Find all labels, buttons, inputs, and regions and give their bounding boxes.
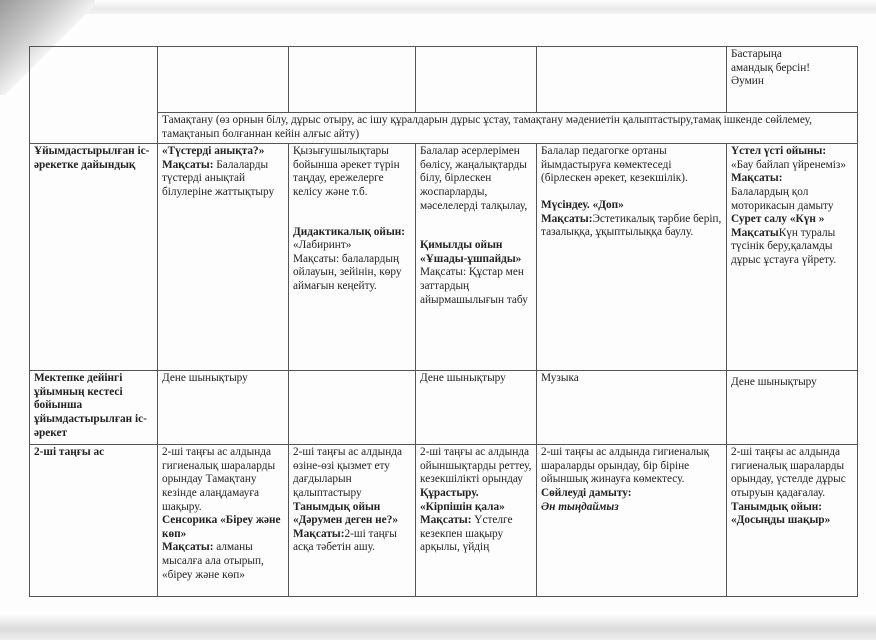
goal-label: Мақсаты:	[162, 541, 214, 554]
schedule-cell: Дене шынықтыру	[158, 371, 289, 445]
scan-edge-bottom	[0, 615, 876, 640]
game-title: Құрастыру. «Кірпішін қала»	[420, 486, 505, 513]
breakfast-cell-4	[537, 445, 727, 597]
table-cell	[158, 47, 289, 113]
breakfast-cell-3	[416, 445, 537, 597]
goal-label: Мақсаты:	[420, 514, 472, 527]
table-cell	[537, 47, 727, 113]
intro-text: 2-ші таңғы ас алдында гигиеналық шараларды орындау, бір біріне ойыншық жинауға көмектесу.	[541, 446, 710, 486]
intro-text: 2-ші таңғы ас алдында гигиеналық шараларды орындау, үстелде дұрыс отыруын қадағалау.	[731, 446, 846, 499]
game-title: «Түстерді анықта?»	[162, 145, 265, 158]
intro-text: Балалар әсерлерімен бөлісу, жаңалықтарды білу, бірлескен жоспарларды, мәселелерді талқылау,	[420, 145, 528, 212]
game-name: «Бау байлап үйренеміз»	[731, 158, 847, 171]
row-header-preparation: Ұйымдастырылған іс-әрекетке дайындық	[30, 144, 158, 371]
game-name: Ән тыңдаймыз	[541, 500, 619, 513]
schedule-cell	[289, 371, 416, 445]
game-title: Дидактикалық ойын:	[293, 225, 406, 238]
goal-label: Мақсаты:	[293, 527, 345, 540]
table-cell	[289, 47, 416, 113]
table-row-preparation	[30, 144, 858, 371]
goal-text: Мақсаты: Құстар мен заттардың айырмашылығын табу	[420, 266, 528, 306]
prep-cell-4	[537, 144, 727, 371]
drawing-title: Сурет салу «Күн »	[731, 213, 825, 226]
goal-text: Үстелге кезекпен шақыру арқылы, үйдің	[420, 514, 513, 554]
schedule-cell: Дене шынықтыру	[416, 371, 537, 445]
intro-text: 2-ші таңғы ас алдында өзіне-өзі қызмет ету дағдыларын қалыптастыру	[293, 446, 403, 499]
schedule-cell: Дене шынықтыру	[727, 371, 858, 445]
prep-cell-1	[158, 144, 289, 371]
greeting-line: Әумин	[731, 75, 764, 88]
scan-edge-top	[0, 0, 876, 14]
goal-text: 2-ші таңғы асқа тәбетін ашу.	[293, 527, 397, 554]
game-title: Сенсорика «Біреу және көп»	[162, 514, 281, 540]
prep-cell-2	[289, 144, 416, 371]
game-title: Қимылды ойын «Ұшады-ұшпайды»	[420, 239, 522, 265]
game-title: Үстел үсті ойыны:	[731, 145, 827, 158]
goal-label: Мақсаты:	[731, 172, 783, 185]
intro-text: Қызығушылықтары бойынша әрекет түрін таңдау, ережелерге келісу және т.б.	[293, 145, 400, 198]
activity-title: Мүсіндеу. «Доп»	[541, 198, 624, 211]
greeting-line: амандық берсін!	[731, 61, 811, 74]
goal-text: алманы мысалға ала отырып, «біреу және көп»	[162, 541, 264, 581]
intro-text: 2-ші таңғы ас алдында ойыншықтарды реттеу, кезекшілікті орындау	[420, 446, 532, 486]
goal-text: Балалардың қол моторикасын дамыту	[731, 185, 834, 212]
game-title: Танымдық ойын «Дәрумен деген не?»	[293, 500, 398, 527]
game-title: Танымдық ойын: «Досыңды шақыр»	[731, 500, 831, 527]
intro-text: Балалар педагогке ортаны йымдастыруға көмектеседі (бірлескен әрекет, кезекшілік).	[541, 145, 688, 185]
row-header-schedule: Мектепке дейінгі ұйымның кестесі бойынша ұйымдастырылған іс-әрекет	[30, 371, 158, 445]
prep-cell-5	[727, 144, 858, 371]
schedule-cell: Музыка	[537, 371, 727, 445]
weekly-plan-table	[29, 46, 858, 597]
goal-text: Балаларды түстерді анықтай білулеріне жаттықтыру	[162, 158, 275, 198]
row-header-empty	[30, 47, 158, 144]
table-row-second-breakfast	[30, 445, 858, 597]
table-row-top	[30, 47, 858, 113]
breakfast-cell-1	[158, 445, 289, 597]
drawing-goal-text: Күн туралы түсінік беру,қаламды дұрыс ұстауға үйрету.	[731, 226, 837, 266]
goal-text: Мақсаты: балалардың ойлауын, зейінін, көру аймағын кеңейту.	[293, 252, 402, 292]
breakfast-cell-5	[727, 445, 858, 597]
table-row-schedule	[30, 371, 858, 445]
drawing-goal-label: Мақсаты	[731, 226, 779, 239]
goal-text: Эстетикалық тәрбие беріп, тазалыққа, ұқыптылыққа баулу.	[541, 212, 722, 239]
game-title: Сөйлеуді дамыту:	[541, 486, 632, 499]
meal-description-cell: Тамақтану (өз орнын білу, дұрыс отыру, ас ішу құралдарын дұрыс ұстау, тамақтану мәдениетін қалыптастыру,тамақ ішкенде сөйлемеу, тамақтанып болғаннан кейін алғыс айту)	[158, 113, 858, 144]
greeting-cell	[727, 47, 858, 113]
intro-text: 2-ші таңғы ас алдында гигиеналық шараларды орындау Тамақтану кезінде алаңдамауға шақыру.	[162, 446, 276, 513]
table-cell	[416, 47, 537, 113]
greeting-line: Бастарыңа	[731, 48, 782, 60]
prep-cell-3	[416, 144, 537, 371]
breakfast-cell-2	[289, 445, 416, 597]
game-name: «Лабиринт»	[293, 239, 352, 252]
row-header-second-breakfast: 2-ші таңғы ас	[30, 445, 158, 597]
goal-label: Мақсаты:	[541, 212, 593, 225]
goal-label: Мақсаты:	[162, 158, 214, 171]
